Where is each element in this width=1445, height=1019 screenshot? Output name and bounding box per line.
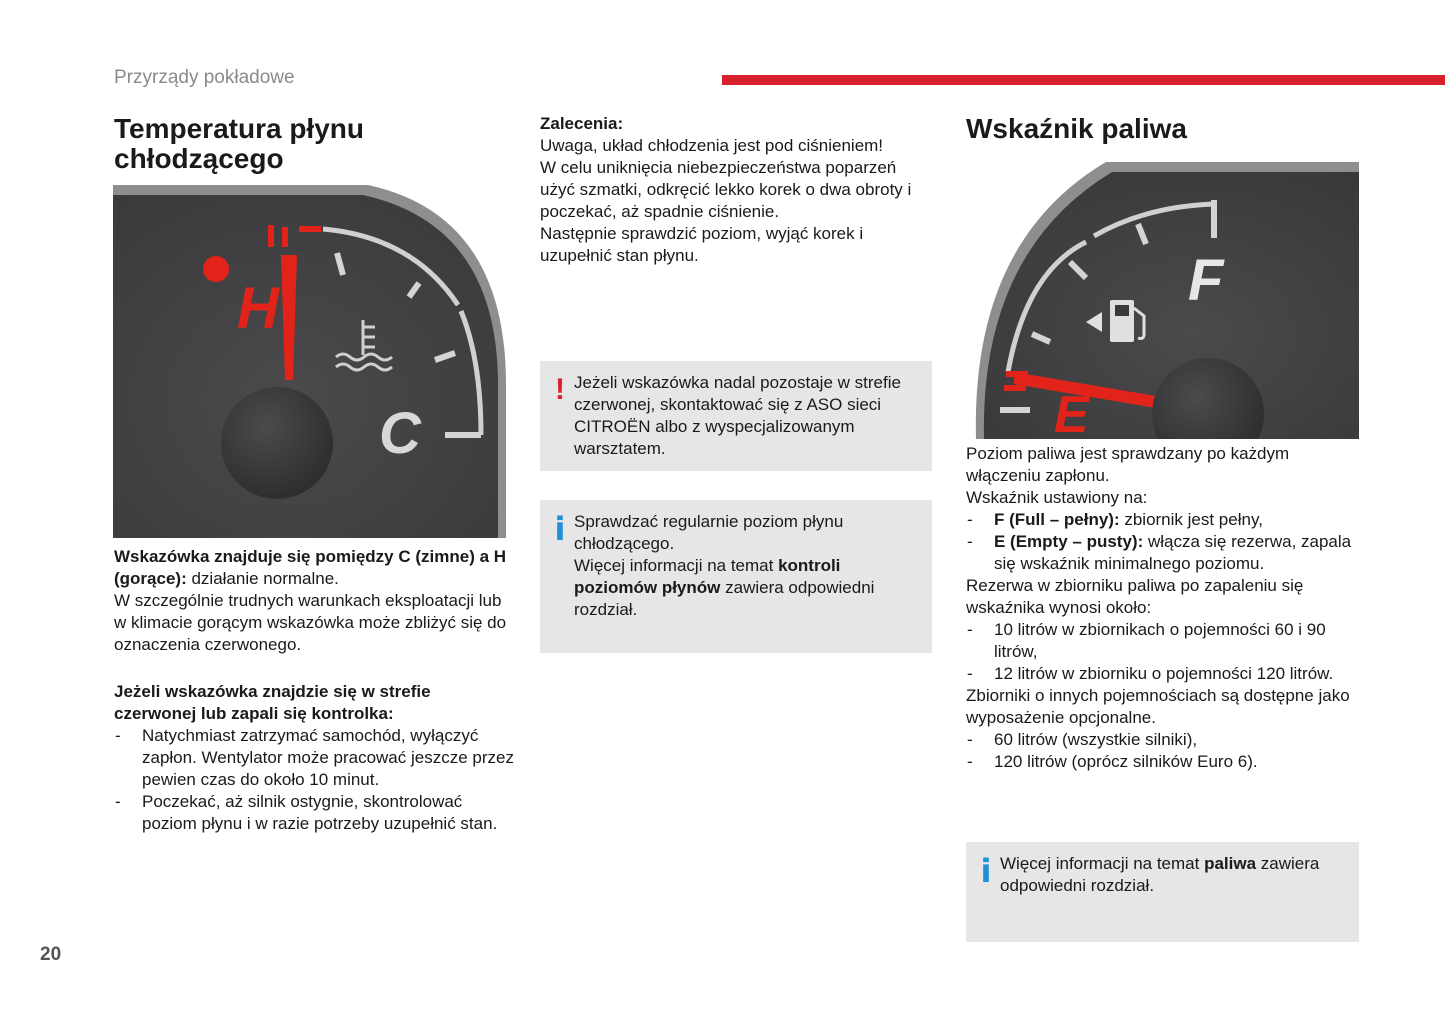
info-icon: i	[980, 852, 992, 890]
list-item: - 120 litrów (oprócz silników Euro 6).	[966, 751, 1361, 773]
info-text-coolant	[574, 511, 918, 621]
info-post: zawiera odpowiedni rozdział.	[574, 578, 875, 619]
fuel-description	[966, 443, 1361, 773]
fuel-gauge	[966, 162, 1359, 439]
fuel-set-to: Wskaźnik ustawiony na:	[966, 488, 1148, 507]
position-text: zbiornik jest pełny,	[1119, 510, 1263, 529]
recommendations	[540, 113, 915, 267]
red-zone-steps	[114, 725, 514, 835]
options-items	[966, 729, 1361, 773]
info-icon: i	[554, 510, 566, 548]
list-item: - 12 litrów w zbiorniku o pojemności 120 litrów.	[966, 663, 1361, 685]
coolant-title	[114, 114, 514, 174]
warning-icon: !	[555, 373, 565, 406]
fuel-title	[966, 114, 1356, 144]
info-text-fuel	[1000, 853, 1345, 897]
position-text: włącza się rezerwa, zapala się wskaźnik minimalnego poziomu.	[994, 532, 1352, 573]
warning-text: Jeżeli wskazówka nadal pozostaje w strefie czerwonej, skontaktować się z ASO sieci CITROËN albo z wyspecjalizowanym warsztatem.	[574, 373, 901, 458]
warning-box	[540, 361, 932, 471]
coolant-desc-bold: Wskazówka znajduje się pomiędzy C (zimne) a H (gorące):	[114, 547, 507, 588]
info-pre: Więcej informacji na temat	[574, 556, 779, 575]
cold-label: C	[379, 401, 421, 466]
header-accent-bar	[722, 75, 1445, 85]
options-intro: Zbiorniki o innych pojemnościach są dostępne jako wyposażenie opcjonalne.	[966, 686, 1350, 727]
coolant-title-line2: chłodzącego	[114, 143, 284, 174]
info-pre: Więcej informacji na temat	[1000, 854, 1205, 873]
section-title: Przyrządy pokładowe	[114, 67, 295, 88]
info-box-fuel	[966, 842, 1359, 942]
list-item: - 10 litrów w zbiornikach o pojemności 60 i 90 litrów,	[966, 619, 1361, 663]
gauge-hub	[221, 387, 333, 499]
info-line: Sprawdzać regularnie poziom płynu chłodzącego.	[574, 512, 844, 553]
position-bold: F (Full – pełny):	[994, 510, 1120, 529]
page-number: 20	[40, 944, 62, 965]
reserve-intro: Rezerwa w zbiorniku paliwa po zapaleniu się wskaźnika wynosi około:	[966, 576, 1304, 617]
coolant-warning-light	[203, 256, 229, 282]
list-item	[966, 509, 1361, 531]
coolant-desc-extra: W szczególnie trudnych warunkach eksploatacji lub w klimacie gorącym wskazówka może zbliżyć się do oznaczenia czerwonego.	[114, 591, 507, 654]
fuel-positions	[966, 509, 1361, 575]
coolant-title-line1: Temperatura płynu	[114, 113, 364, 144]
list-item: - 60 litrów (wszystkie silniki),	[966, 729, 1361, 751]
coolant-description	[114, 546, 514, 656]
coolant-desc-normal: działanie normalne.	[186, 569, 339, 588]
list-item: - Natychmiast zatrzymać samochód, wyłączyć zapłon. Wentylator może pracować jeszcze przez pewien czas do około 10 minut.	[114, 725, 514, 791]
recommendations-heading: Zalecenia:	[540, 114, 624, 133]
empty-label: E	[1054, 386, 1089, 439]
list-item: - Poczekać, aż silnik ostygnie, skontrolować poziom płynu i w razie potrzeby uzupełnić stan.	[114, 791, 514, 835]
position-bold: E (Empty – pusty):	[994, 532, 1144, 551]
coolant-temperature-gauge	[113, 185, 506, 538]
info-link-bold: kontroli poziomów płynów	[574, 556, 841, 597]
recommendation-line: W celu uniknięcia niebezpieczeństwa poparzeń użyć szmatki, odkręcić lekko korek o dwa obroty i poczekać, aż spadnie ciśnienie.	[540, 158, 912, 221]
fuel-title-text: Wskaźnik paliwa	[966, 113, 1187, 144]
info-link-bold: paliwa	[1204, 854, 1257, 873]
recommendation-line: Następnie sprawdzić poziom, wyjąć korek i uzupełnić stan płynu.	[540, 224, 864, 265]
recommendation-line: Uwaga, układ chłodzenia jest pod ciśnieniem!	[540, 136, 884, 155]
hot-label: H	[237, 276, 279, 341]
red-zone-section	[114, 681, 514, 835]
info-box-coolant	[540, 500, 932, 653]
info-post: zawiera odpowiedni rozdział.	[1000, 854, 1320, 895]
fuel-intro: Poziom paliwa jest sprawdzany po każdym włączeniu zapłonu.	[966, 444, 1290, 485]
reserve-items	[966, 619, 1361, 685]
list-item	[966, 531, 1361, 575]
red-zone-heading: Jeżeli wskazówka znajdzie się w strefie czerwonej lub zapali się kontrolka:	[114, 682, 431, 723]
full-label: F	[1188, 248, 1224, 313]
